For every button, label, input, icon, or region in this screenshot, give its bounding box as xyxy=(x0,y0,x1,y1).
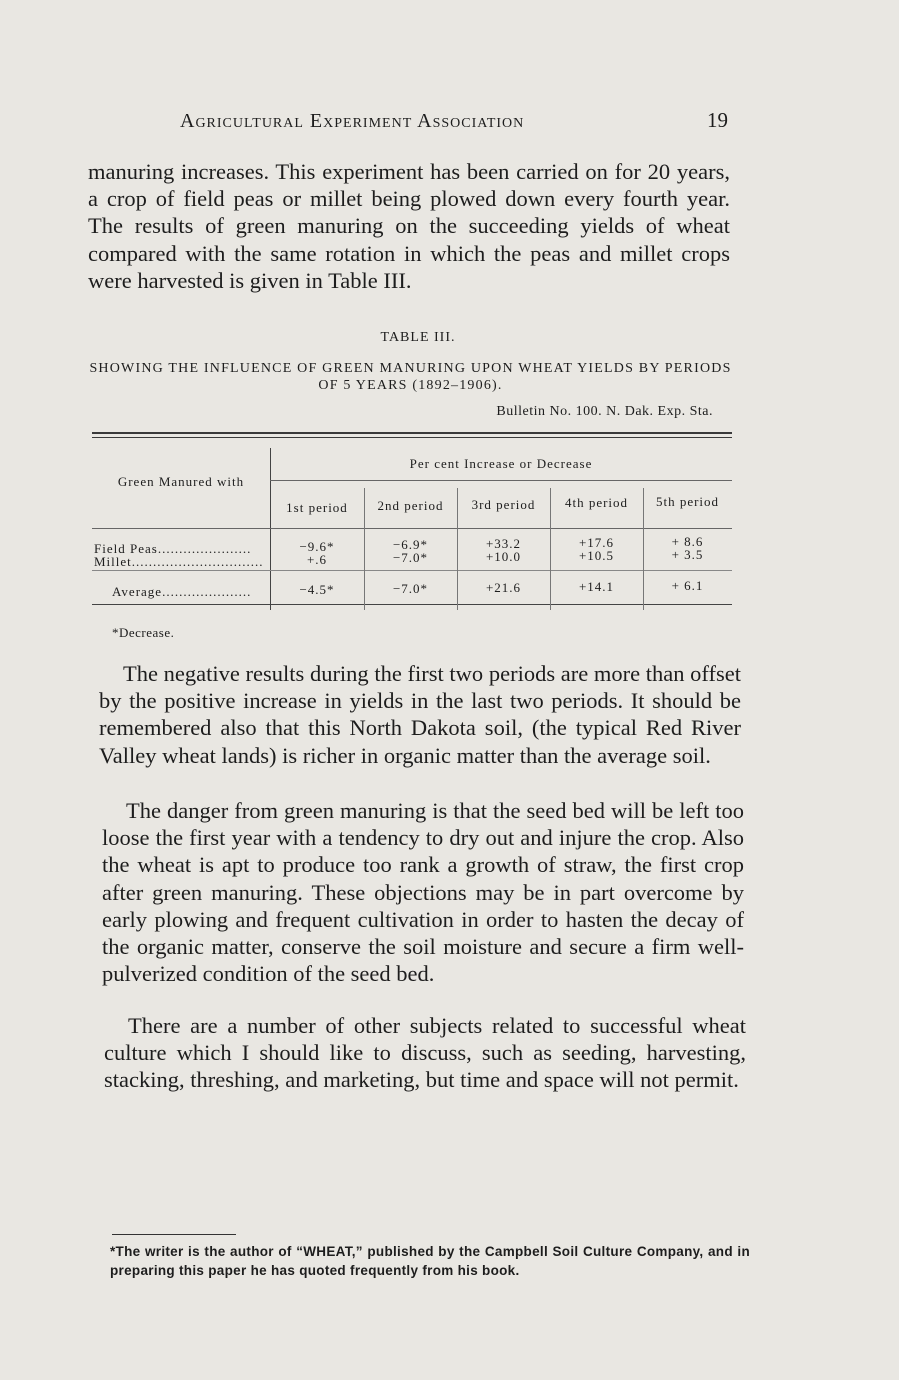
cell-average-5: + 6.1 xyxy=(671,578,704,593)
table-title: TABLE III. xyxy=(380,330,456,345)
table-footnote: *Decrease. xyxy=(112,625,175,640)
cell-peas-2: −6.9* xyxy=(392,537,429,552)
row-label-text: Millet xyxy=(94,554,132,569)
header-bottom-rule xyxy=(92,528,732,529)
paragraph-negative-results: The negative results during the first two periods are more than offset by the positive increase in yields in the last two periods. It should be remembered also that this North Dakota soil, (the typical Red River Valley wheat lands) is richer in organic matter than the average soil. xyxy=(99,661,741,768)
cell-average-3: +21.6 xyxy=(485,580,522,595)
period-header-3: 3rd period xyxy=(471,497,536,512)
page-header xyxy=(180,108,728,133)
table-top-rule-2 xyxy=(92,437,732,438)
cell-average-1: −4.5* xyxy=(299,582,335,597)
cell-peas-5: + 8.6 xyxy=(671,534,704,549)
average-rule xyxy=(92,570,732,571)
footnote-rule xyxy=(112,1234,236,1235)
paragraph-intro: manuring increases. This experiment has been carried on for 20 years, a crop of field peas or millet being plowed down every fourth year. The results of green manuring on the succeeding yields of wheat compared with the same rotation in which the peas and millet crops were harvested is given in Table III. xyxy=(88,159,730,293)
stub-header: Green Manured with xyxy=(117,474,245,489)
period-header-1: 1st period xyxy=(286,500,348,515)
table-bottom-rule xyxy=(92,604,732,605)
table-top-rule xyxy=(92,432,732,434)
paragraph-danger: The danger from green manuring is that the seed bed will be left too loose the first year with a tendency to dry out and injure the crop. Also the wheat is apt to produce too rank a growth of straw, the first crop after green manuring. These objections may be in part overcome by early plowing and frequent cultivation in order to hasten the decay of the organic matter, conserve the soil moisture and secure a firm well-pulverized condition of the seed bed. xyxy=(102,798,744,987)
span-header: Per cent Increase or Decrease xyxy=(409,456,593,471)
data-table xyxy=(92,432,732,614)
cell-millet-2: −7.0* xyxy=(392,550,429,565)
row-label-text: Average xyxy=(112,584,163,599)
period-header-5: 5th period xyxy=(655,494,720,509)
cell-millet-1: +.6 xyxy=(306,552,328,567)
cell-millet-3: +10.0 xyxy=(485,549,522,564)
cell-average-4: +14.1 xyxy=(578,579,615,594)
cell-peas-4: +17.6 xyxy=(578,535,615,550)
running-head: Agricultural Experiment Association xyxy=(180,110,525,132)
page-footnote: *The writer is the author of “WHEAT,” published by the Campbell Soil Culture Company, and in preparing this paper he has quoted frequently from his book. xyxy=(110,1244,750,1278)
page-number: 19 xyxy=(707,108,728,132)
period-header-2: 2nd period xyxy=(377,498,444,513)
cell-millet-5: + 3.5 xyxy=(671,547,704,562)
span-header-rule xyxy=(270,480,732,481)
table-caption: SHOWING THE INFLUENCE OF GREEN MANURING UPON WHEAT YIELDS BY PERIODS OF 5 YEARS (1892–1906). xyxy=(89,361,732,393)
cell-peas-1: −9.6* xyxy=(299,539,335,554)
paragraph-other-subjects: There are a number of other subjects related to successful wheat culture which I should like to discuss, such as seeding, harvesting, stacking, threshing, and marketing, but time and space will not permit. xyxy=(104,1013,746,1093)
cell-average-2: −7.0* xyxy=(392,581,429,596)
row-label-text: Field Peas xyxy=(94,541,158,556)
row-label-field-peas: Field Peas...................... xyxy=(94,541,252,556)
period-header-4: 4th period xyxy=(564,495,629,510)
row-label-average: Average..................... xyxy=(112,584,252,599)
table-source: Bulletin No. 100. N. Dak. Exp. Sta. xyxy=(496,404,713,419)
row-label-millet: Millet............................... xyxy=(94,554,264,569)
cell-millet-4: +10.5 xyxy=(578,548,615,563)
cell-peas-3: +33.2 xyxy=(485,536,522,551)
